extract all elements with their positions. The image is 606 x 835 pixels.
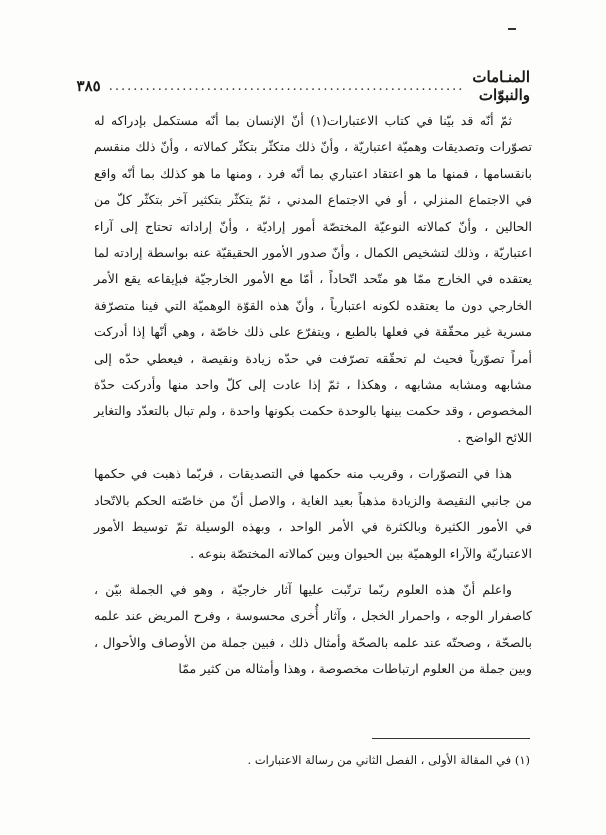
header-title: المنـامات والنبوّات [472, 68, 530, 104]
running-header [76, 68, 530, 104]
paragraph-1: ثمّ أنّه قد بيّنا في كتاب الاعتبارات(١) أنّ الإنسان بما أنّه مستكمل بإدراكه له تصوّرات وتصديقات وهميّة اعتباريّة ، وأنّ ذلك متكثّر بتكثّر كمالاته ، وأنّ ذلك منقسم بانقسامها ، فمنها ما هو اعتقاد اعتباري بما أنّه فرد ، ومنها ما هو كذلك بما أنّه واقع في الاجتماع المنزلي ، أو في الاجتماع المدني ، ثمّ يتكثّر بتكثير آخر بتكثّر كلّ من الحالين ، وأنّ كمالاته النوعيّة المختصّة أمور إراديّة ، وأنّ إراداته تحتاج إلى آراء اعتباريّة ، وذلك لتشخيص الكمال ، وأنّ صدور الأمور الحقيقيّة عنه بواسطة إرادته لما يعتقده في الخارج ممّا هو متّحد اتّحاداً ، أمّا مع الأمور الخارجيّة فبإيقاعه يقع الأمر الخارجي دون ما يعتقده لكونه اعتبارياً ، وأنّ هذه القوّة الوهميّة التي فينا متصرّفة مسرية غير محقّقة في فعلها بالطبع ، ويتفرّع على ذلك خاصّة ، وهي أنّها إذا أدركت أمراً تصوّرياً فحيث لم تحقّقه تصرّفت في حدّه زيادة ونقيصة ، فيعطي حدّه إلى مشابهه ومشابه مشابهه ، وهكذا ، ثمّ إذا عادت إلى كلّ واحد منها وأدركت حدّة المخصوص ، وقد حكمت بينها بالوحدة حكمت بكونها واحدة ، ولم تبال بالتعدّد والتغاير اللائح الواضح . [94, 113, 532, 445]
paragraph-3: واعلم أنّ هذه العلوم ربّما ترتّبت عليها آثار خارجيّة ، وهو في الجملة بيّن ، كاصفرار الوجه ، واحمرار الخجل ، وآثار أُخرى محسوسة ، وفرح المريض عند علمه بالصحّة ، وصحتّه عند علمه بالصحّة وأمثال ذلك ، فبين جملة من الأوصاف والأحوال ، وبين جملة من العلوم ارتباطات مخصوصة ، وهذا وأمثاله من كثير ممّا [94, 581, 532, 677]
page-corner-mark [508, 28, 516, 30]
page-number: ٣٨٥ [76, 77, 101, 95]
body-text [94, 108, 532, 693]
header-leader-dots: .......................................................... [108, 78, 465, 94]
paragraph-2: هذا في التصوّرات ، وقريب منه حكمها في التصديقات ، فربّما ذهبت في حكمها من جانبي النقيصة والزيادة مذهباً بعيد الغاية ، والاصل أنّ من خاصّته الحكم بالاتّحاد في الأمور الكثيرة وبالكثرة في الأمر الواحد ، وبهذه الوسيلة تمّ توسيط الأمور الاعتباريّة والآراء الوهميّة بين الحيوان وبين كمالاته المختصّة بنوعه . [94, 466, 532, 561]
footnote: (١) في المقالة الأولى ، الفصل الثاني من رسالة الاعتبارات . [247, 753, 530, 767]
footnote-separator [372, 738, 530, 739]
